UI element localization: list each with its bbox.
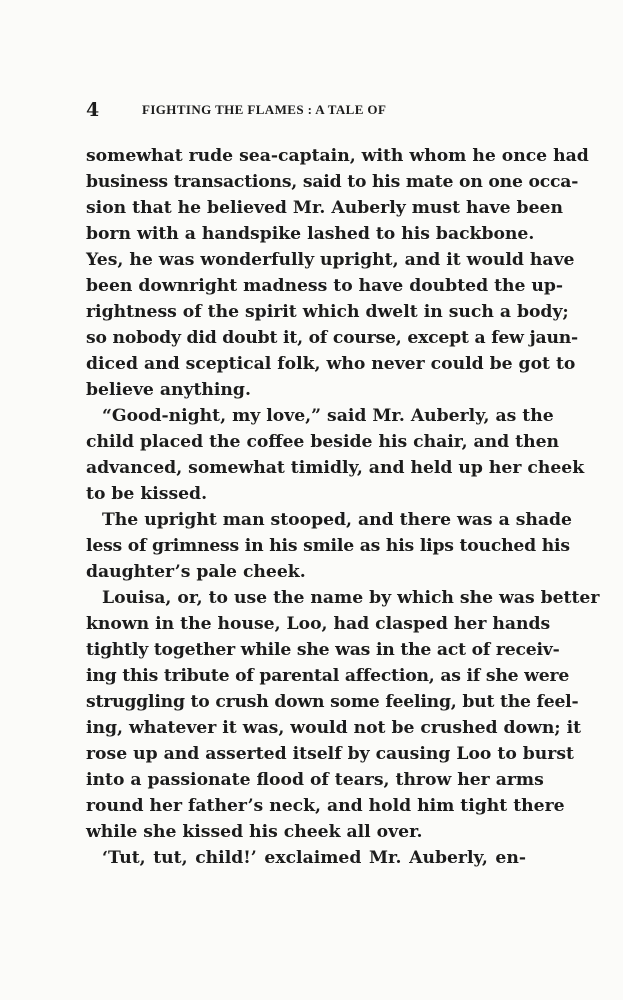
- text-line: ‘Tut, tut, child!’ exclaimed Mr. Auberly, en-: [102, 848, 526, 868]
- text-line: The upright man stooped, and there was a shade: [102, 510, 572, 530]
- text-line: into a passionate flood of tears, throw her arms: [86, 770, 544, 790]
- text-line: advanced, somewhat timidly, and held up her cheek: [86, 458, 585, 478]
- text-line: rose up and asserted itself by causing Loo to burst: [86, 744, 574, 764]
- text-line: child placed the coffee beside his chair, and then: [86, 432, 560, 452]
- paragraph: [86, 403, 585, 507]
- text-line: rightness of the spirit which dwelt in such a body;: [86, 302, 569, 322]
- text-line: Louisa, or, to use the name by which she was better: [102, 588, 600, 608]
- text-line: sion that he believed Mr. Auberly must have been: [86, 198, 563, 218]
- text-line: while she kissed his cheek all over.: [86, 822, 423, 842]
- text-line: tightly together while she was in the act of receiv-: [86, 640, 560, 660]
- text-line: business transactions, said to his mate on one occa-: [86, 172, 579, 192]
- text-line: ing this tribute of parental affection, as if she were: [86, 666, 570, 686]
- text-line: so nobody did doubt it, of course, except a few jaun-: [86, 328, 578, 348]
- text-line: ing, whatever it was, would not be crushed down; it: [86, 718, 582, 738]
- body-text: [86, 143, 600, 871]
- text-line: somewhat rude sea-captain, with whom he once had: [86, 146, 589, 166]
- text-line: daughter’s pale cheek.: [86, 562, 306, 582]
- text-line: to be kissed.: [86, 484, 208, 504]
- text-line: less of grimness in his smile as his lips touched his: [86, 536, 570, 556]
- text-line: Yes, he was wonderfully upright, and it would have: [86, 250, 575, 270]
- text-line: struggling to crush down some feeling, but the feel-: [86, 692, 579, 712]
- text-line: believe anything.: [86, 380, 251, 400]
- paragraph: [86, 507, 572, 585]
- text-line: born with a handspike lashed to his backbone.: [86, 224, 535, 244]
- text-line: diced and sceptical folk, who never could be got to: [86, 354, 576, 374]
- text-line: “Good-night, my love,” said Mr. Auberly, as the: [102, 406, 554, 426]
- paragraph: [86, 585, 600, 845]
- running-head: FIGHTING THE FLAMES : A TALE OF: [142, 102, 387, 117]
- text-line: round her father’s neck, and hold him tight there: [86, 796, 565, 816]
- paragraph: [86, 143, 589, 403]
- text-line: been downright madness to have doubted the up-: [86, 276, 564, 296]
- paragraph: [86, 845, 526, 871]
- text-line: known in the house, Loo, had clasped her hands: [86, 614, 551, 634]
- page-number: 4: [86, 99, 100, 121]
- page-header: [86, 98, 526, 122]
